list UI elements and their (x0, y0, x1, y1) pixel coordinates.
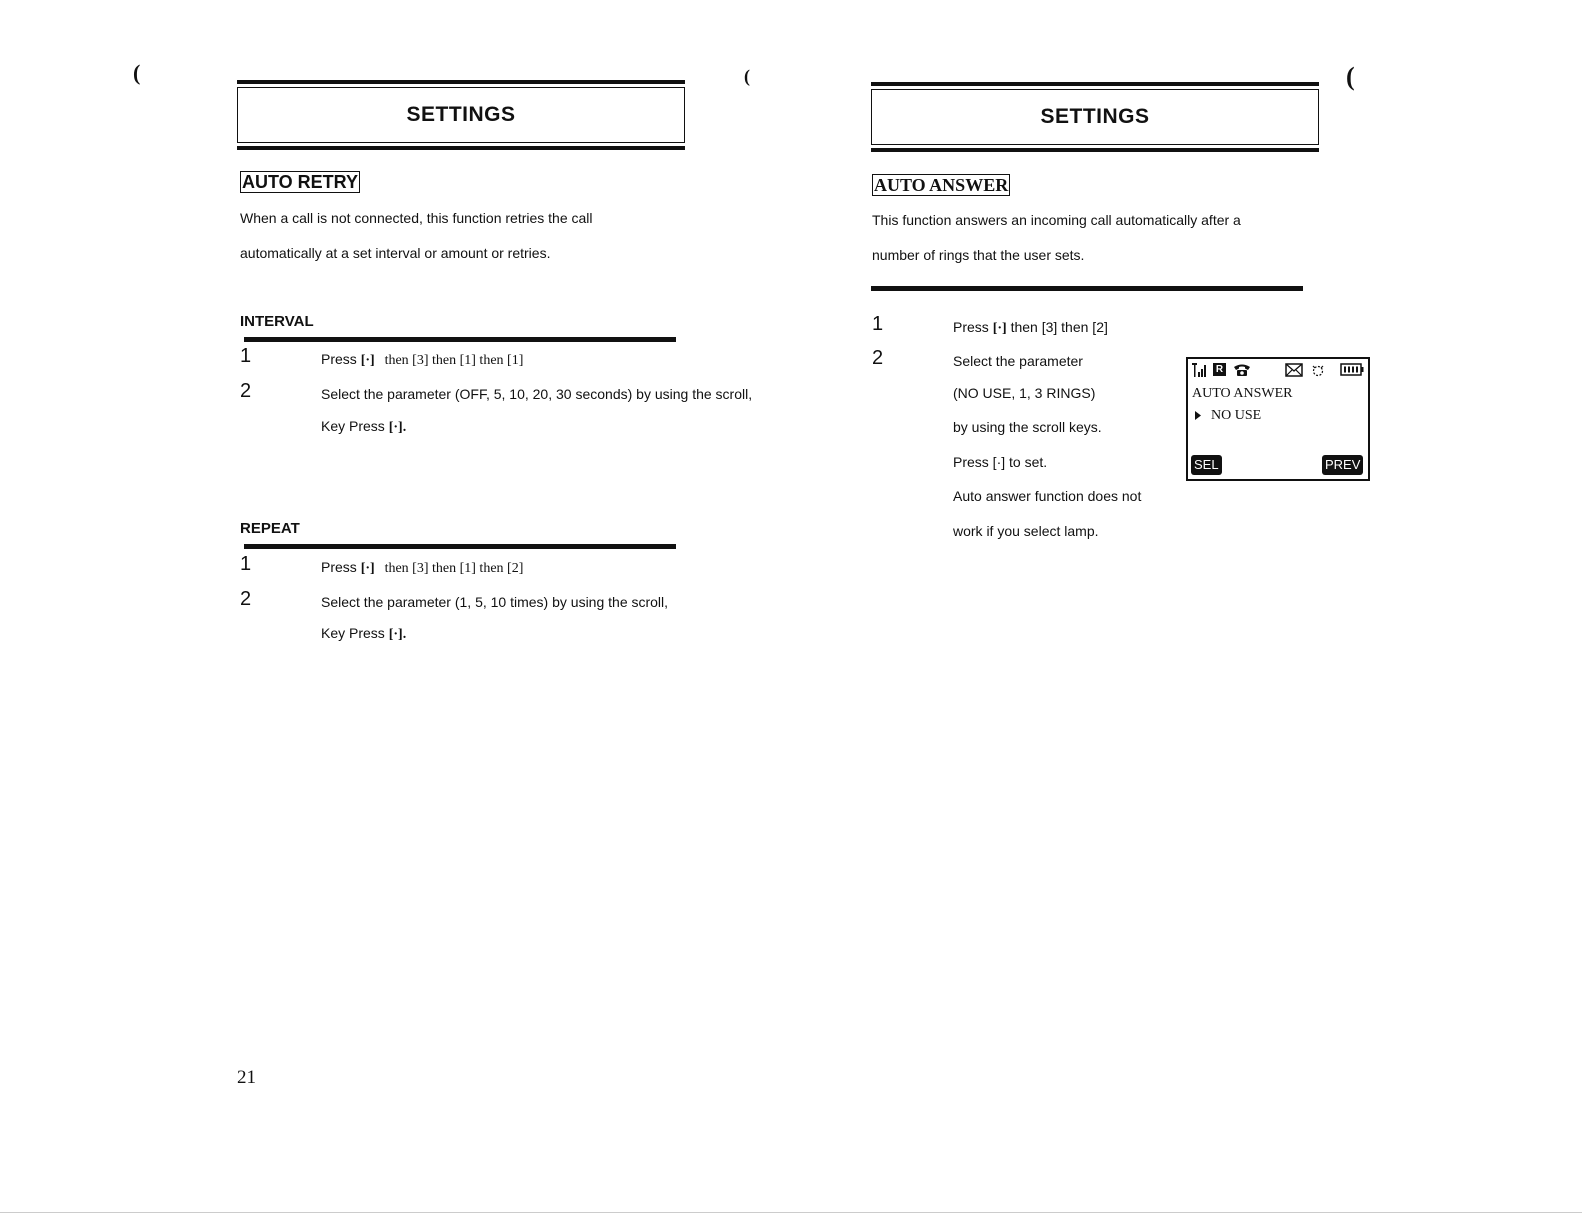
step-number: 1 (872, 313, 884, 335)
step-text: then [3] then [1] then [2] (384, 561, 524, 576)
page-bottom-edge (0, 1212, 1582, 1213)
interval-step-2: Select the parameter (OFF, 5, 10, 20, 30 seconds) by using the scroll, (321, 386, 753, 402)
margin-mark: ( (744, 66, 750, 86)
battery-icon (1340, 363, 1364, 376)
auto-retry-intro-line: automatically at a set interval or amount or retries. (240, 245, 551, 261)
step-text: Key Press (321, 625, 385, 641)
alarm-icon (1311, 364, 1325, 377)
step-number: 2 (872, 347, 884, 369)
auto-answer-step-2-line: work if you select lamp. (953, 523, 1099, 539)
step-text: then [3] then [1] then [1] (384, 353, 524, 368)
auto-answer-title (872, 175, 1010, 196)
interval-rule (244, 337, 676, 342)
key-dot-icon: [·]. (388, 627, 407, 642)
auto-answer-step-2-line: by using the scroll keys. (953, 419, 1102, 435)
auto-answer-step-2-line: Select the parameter (953, 353, 1083, 369)
step-text: Press (321, 351, 357, 367)
interval-step-1 (321, 351, 523, 369)
auto-answer-step-1 (953, 319, 1108, 337)
auto-answer-step-2-line: (NO USE, 1, 3 RINGS) (953, 385, 1096, 401)
auto-answer-title-text: AUTO ANSWER (874, 175, 1009, 195)
page-number: 21 (237, 1067, 256, 1088)
prev-softkey-button[interactable]: PREV (1322, 455, 1363, 475)
key-dot-icon: [·] (992, 321, 1007, 336)
right-page-header (871, 82, 1319, 152)
phone-icon (1233, 363, 1251, 377)
interval-heading: INTERVAL (240, 313, 314, 330)
auto-answer-step-2-line: Auto answer function does not (953, 488, 1142, 504)
margin-mark: ( (1346, 62, 1355, 91)
screen-option: NO USE (1211, 408, 1262, 423)
key-dot-icon: [·] (360, 561, 375, 576)
step-text: then [3] then [2] (1010, 319, 1108, 335)
step-number: 2 (240, 588, 252, 610)
selection-arrow-icon (1195, 411, 1201, 420)
repeat-rule (244, 544, 676, 549)
repeat-heading: REPEAT (240, 520, 300, 537)
auto-answer-intro-line: This function answers an incoming call automatically after a (872, 212, 1241, 228)
screen-title: AUTO ANSWER (1192, 386, 1293, 401)
interval-step-2-line2 (321, 418, 406, 436)
step-text: Key Press (321, 418, 385, 434)
step-text: Press (321, 559, 357, 575)
step-text: Press (953, 319, 989, 335)
auto-answer-step-2-line: Press [·] to set. (953, 454, 1048, 470)
repeat-step-1 (321, 559, 523, 577)
step-number: 2 (240, 380, 252, 402)
step-number: 1 (240, 345, 252, 367)
margin-mark: ( (133, 60, 141, 85)
left-header-title: SETTINGS (237, 87, 685, 143)
roaming-r-icon: R (1213, 363, 1226, 376)
right-header-title: SETTINGS (871, 89, 1319, 145)
signal-icon (1192, 363, 1208, 377)
auto-answer-rule (871, 286, 1303, 291)
repeat-step-2: Select the parameter (1, 5, 10 times) by using the scroll, (321, 594, 669, 610)
envelope-icon (1285, 363, 1303, 377)
auto-retry-intro-line: When a call is not connected, this function retries the call (240, 210, 593, 226)
key-dot-icon: [·] (360, 353, 375, 368)
auto-retry-title (240, 172, 360, 193)
sel-softkey-button[interactable]: SEL (1191, 455, 1222, 475)
key-dot-icon: [·]. (388, 420, 407, 435)
auto-retry-title-text: AUTO RETRY (242, 172, 359, 192)
auto-answer-intro-line: number of rings that the user sets. (872, 247, 1085, 263)
phone-screen (1186, 357, 1370, 481)
left-page-header (237, 80, 685, 150)
step-number: 1 (240, 553, 252, 575)
repeat-step-2-line2 (321, 625, 406, 643)
